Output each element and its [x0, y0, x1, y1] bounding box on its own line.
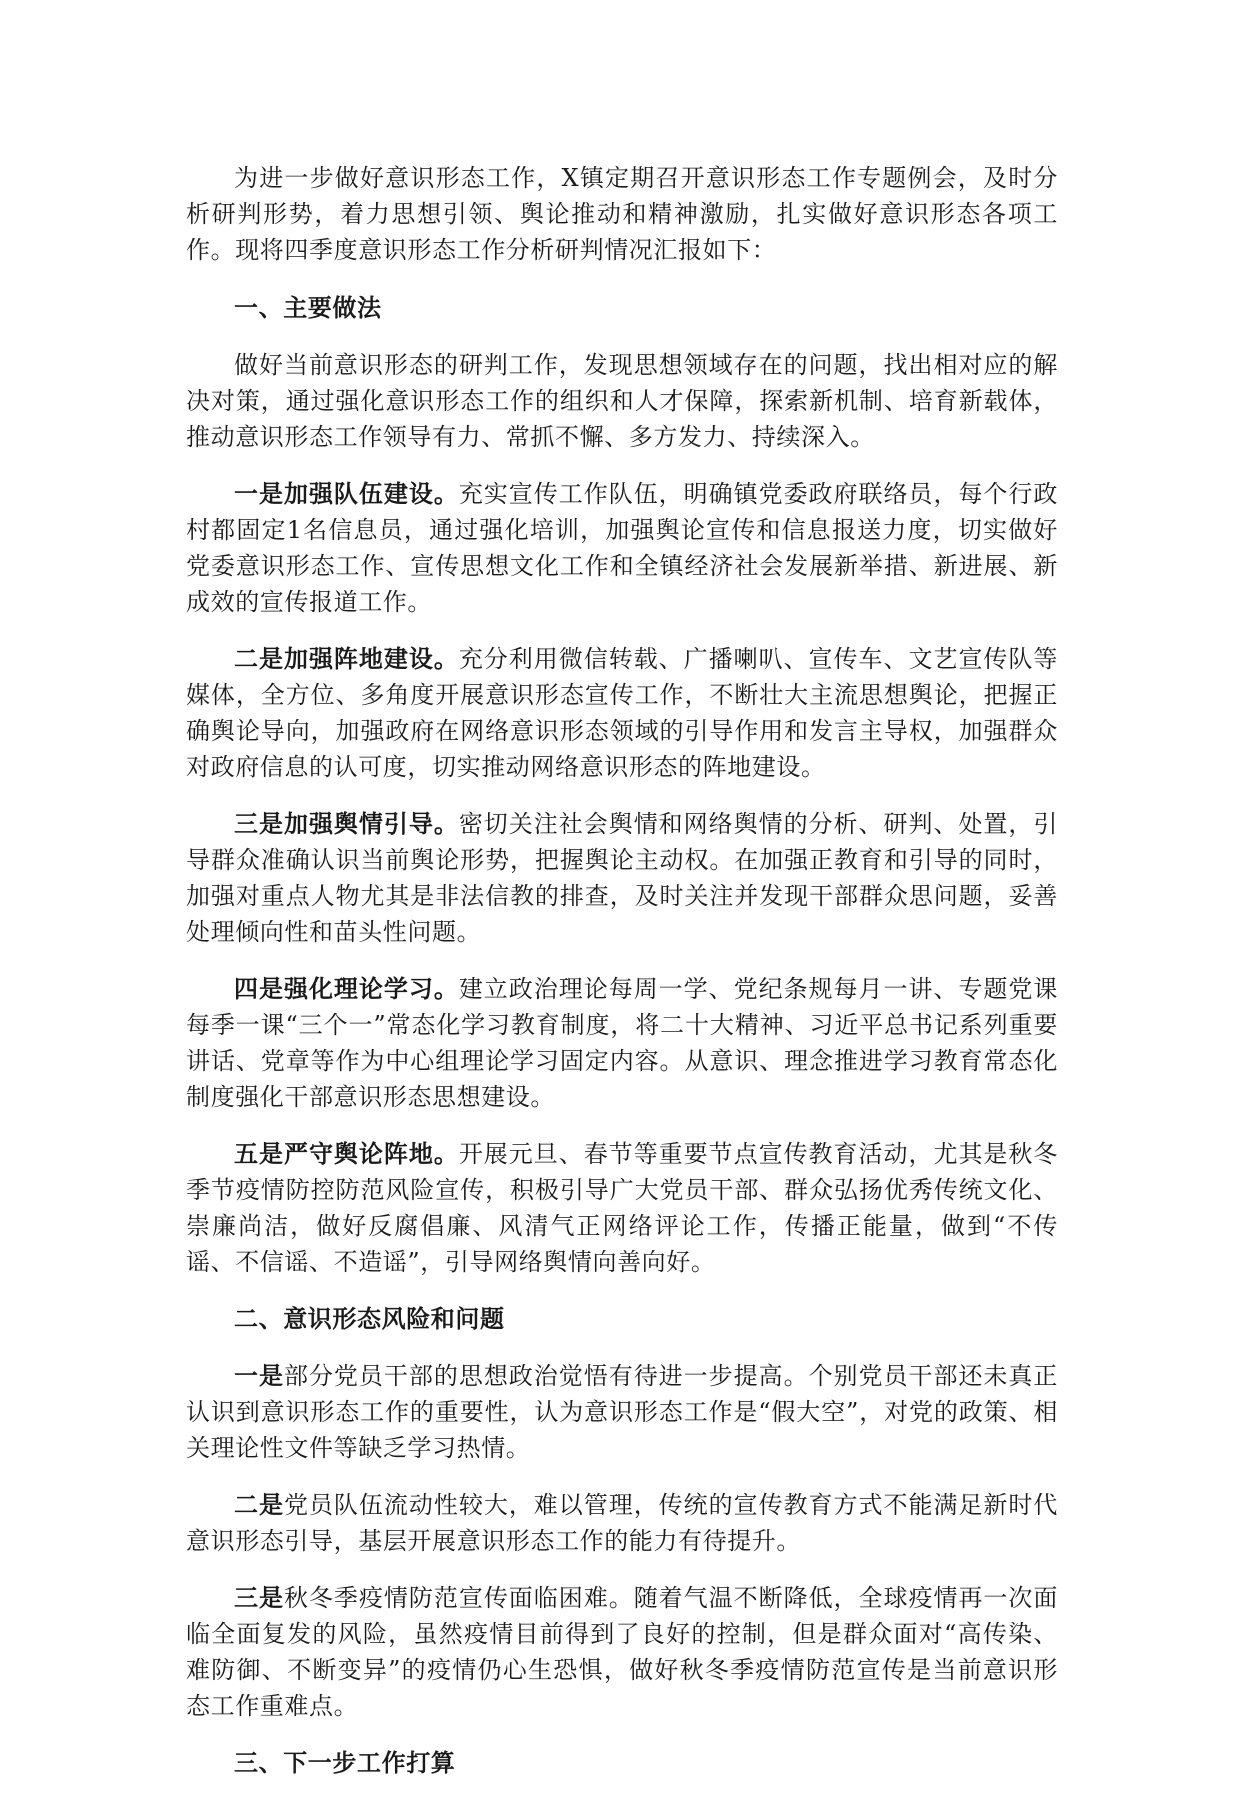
section-heading-next-steps: 三、下一步工作打算	[234, 1748, 456, 1777]
practice-item-5-text: 开展元旦、春节等重要节点宣传教育活动，尤其是秋冬季节疫情防控防范风险宣传，积极引导广大党员干部、群众弘扬优秀传统文化、崇廉尚洁，做好反腐倡廉、风清气正网络评论工作，传播正能量，做到“不传谣、不信谣、不造谣”，引导网络舆情向善向好。	[186, 1140, 1058, 1276]
risk-item-1-text: 部分党员干部的思想政治觉悟有待进一步提高。个别党员干部还未真正认识到意识形态工作的重要性，认为意识形态工作是“假大空”，对党的政策、相关理论性文件等缺乏学习热情。	[186, 1362, 1058, 1462]
risk-item-3-lead: 三是	[234, 1583, 284, 1612]
practice-item-5	[186, 1136, 1058, 1280]
practice-item-2-lead: 二是加强阵地建设。	[234, 644, 459, 673]
practice-item-4-text: 建立政治理论每周一学、党纪条规每月一讲、专题党课每季一课“三个一”常态化学习教育制度，将二十大精神、习近平总书记系列重要讲话、党章等作为中心组理论学习固定内容。从意识、理念推进学习教育常态化制度强化干部意识形态思想建设。	[186, 975, 1058, 1111]
section1-intro-paragraph: 做好当前意识形态的研判工作，发现思想领域存在的问题，找出相对应的解决对策，通过强化意识形态工作的组织和人才保障，探索新机制、培育新载体，推动意识形态工作领导有力、常抓不懈、多方发力、持续深入。	[186, 351, 1058, 451]
practice-item-1-text: 充实宣传工作队伍，明确镇党委政府联络员，每个行政村都固定1名信息员，通过强化培训，加强舆论宣传和信息报送力度，切实做好党委意识形态工作、宣传思想文化工作和全镇经济社会发展新举措、新进展、新成效的宣传报道工作。	[186, 480, 1058, 616]
practice-item-2-text: 充分利用微信转载、广播喇叭、宣传车、文艺宣传队等媒体，全方位、多角度开展意识形态宣传工作，不断壮大主流思想舆论，把握正确舆论导向，加强政府在网络意识形态领域的引导作用和发言主导权，加强群众对政府信息的认可度，切实推动网络意识形态的阵地建设。	[186, 645, 1058, 781]
document-body	[186, 160, 1058, 1802]
risk-item-1	[186, 1358, 1058, 1466]
practice-item-1-lead: 一是加强队伍建设。	[234, 479, 459, 508]
practice-item-1	[186, 476, 1058, 620]
section-heading-main-practices: 一、主要做法	[234, 293, 382, 322]
practice-item-3-lead: 三是加强舆情引导。	[234, 809, 459, 838]
risk-item-3-text: 秋冬季疫情防范宣传面临困难。随着气温不断降低，全球疫情再一次面临全面复发的风险，虽然疫情目前得到了良好的控制，但是群众面对“高传染、难防御、不断变异”的疫情仍心生恐惧，做好秋冬季疫情防范宣传是当前意识形态工作重难点。	[186, 1584, 1058, 1720]
practice-item-4-lead: 四是强化理论学习。	[234, 974, 459, 1003]
risk-item-2-text: 党员队伍流动性较大，难以管理，传统的宣传教育方式不能满足新时代意识形态引导，基层开展意识形态工作的能力有待提升。	[186, 1491, 1058, 1555]
risk-item-3	[186, 1580, 1058, 1724]
practice-item-3-text: 密切关注社会舆情和网络舆情的分析、研判、处置，引导群众准确认识当前舆论形势，把握舆论主动权。在加强正教育和引导的同时，加强对重点人物尤其是非法信教的排查，及时关注并发现干部群众思问题，妥善处理倾向性和苗头性问题。	[186, 810, 1058, 946]
intro-paragraph: 为进一步做好意识形态工作，X镇定期召开意识形态工作专题例会，及时分析研判形势，着力思想引领、舆论推动和精神激励，扎实做好意识形态各项工作。现将四季度意识形态工作分析研判情况汇报如下：	[186, 164, 1058, 264]
practice-item-3	[186, 806, 1058, 950]
practice-item-5-lead: 五是严守舆论阵地。	[234, 1139, 459, 1168]
risk-item-2-lead: 二是	[234, 1490, 284, 1519]
practice-item-4	[186, 971, 1058, 1115]
risk-item-2	[186, 1487, 1058, 1559]
risk-item-1-lead: 一是	[234, 1361, 284, 1390]
practice-item-2	[186, 641, 1058, 785]
section-heading-risks-problems: 二、意识形态风险和问题	[234, 1304, 505, 1333]
